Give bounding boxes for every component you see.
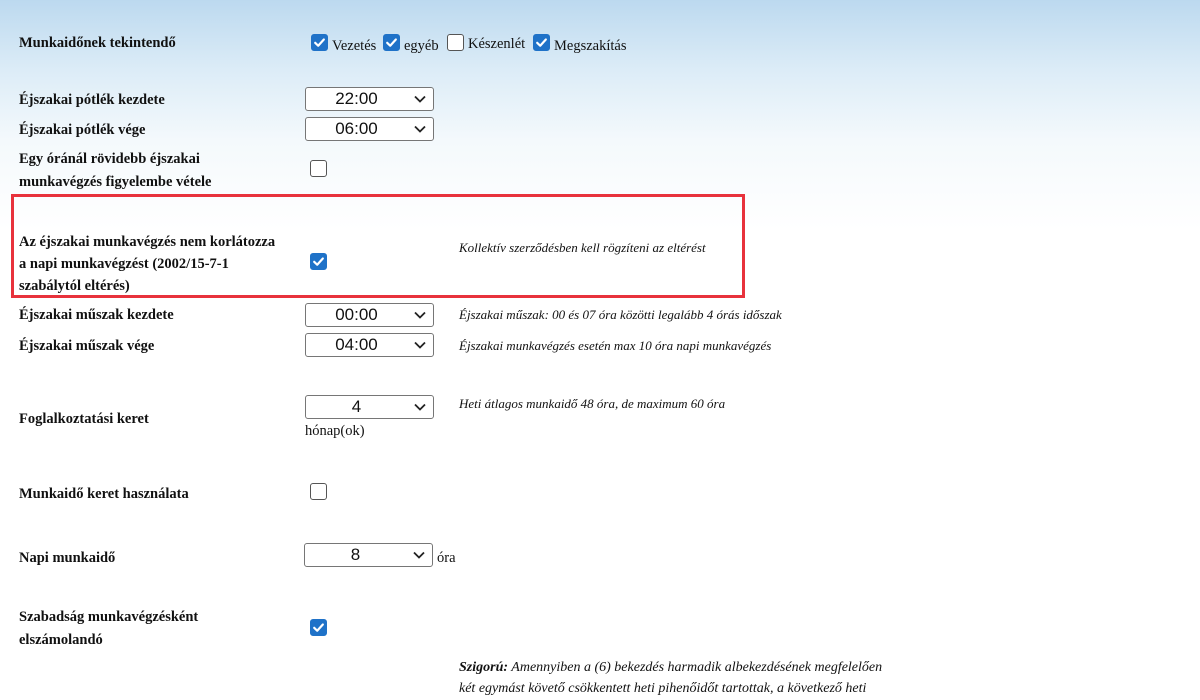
night-shift-start-label: Éjszakai műszak kezdete — [19, 307, 174, 323]
work-time-label: Munkaidőnek tekintendő — [19, 35, 176, 51]
driving-label: Vezetés — [332, 38, 377, 54]
night-limit-exception-note: Kollektív szerződésben kell rögzíteni az eltérést — [459, 240, 706, 255]
short-night-work-checkbox[interactable] — [310, 160, 327, 177]
other-checkbox[interactable] — [383, 34, 400, 51]
night-shift-start-select[interactable] — [305, 303, 434, 327]
daily-work-time-unit: óra — [437, 550, 456, 566]
daily-work-time-select[interactable] — [304, 543, 433, 567]
chevron-down-icon — [413, 93, 427, 105]
selected-value: 22:00 — [335, 89, 378, 108]
leave-as-work-label-line1: Szabadság munkavégzésként — [19, 609, 199, 625]
checkmark-icon — [535, 36, 548, 49]
employment-frame-select[interactable] — [305, 395, 434, 419]
work-time-frame-label: Munkaidő keret használata — [19, 486, 189, 502]
chevron-down-icon — [412, 549, 426, 561]
other-label: egyéb — [404, 38, 439, 54]
employment-frame-label: Foglalkoztatási keret — [19, 411, 149, 427]
night-allowance-end-label: Éjszakai pótlék vége — [19, 122, 146, 138]
checkmark-icon — [312, 255, 325, 268]
interruption-label: Megszakítás — [554, 38, 627, 54]
strict-note-line1-text: Amennyiben a (6) bekezdés harmadik albekezdésének megfelelően — [508, 660, 883, 675]
chevron-down-icon — [413, 123, 427, 135]
driving-checkbox[interactable] — [311, 34, 328, 51]
checkmark-icon — [385, 36, 398, 49]
strict-note-line2: két egymást követő csökkentett heti pihenőidőt tartottak, a következő heti — [459, 681, 867, 696]
short-night-work-label-line2: munkavégzés figyelembe vétele — [19, 174, 212, 190]
daily-work-time-label: Napi munkaidő — [19, 550, 116, 566]
selected-value: 00:00 — [335, 305, 378, 324]
selected-value: 4 — [351, 397, 362, 416]
checkmark-icon — [313, 36, 326, 49]
night-shift-end-note: Éjszakai munkavégzés esetén max 10 óra napi munkavégzés — [459, 338, 772, 353]
interruption-checkbox[interactable] — [533, 34, 550, 51]
selected-value: 8 — [350, 545, 361, 564]
employment-frame-note: Heti átlagos munkaidő 48 óra, de maximum 60 óra — [459, 396, 726, 411]
selected-value: 06:00 — [335, 119, 378, 138]
checkmark-icon — [312, 621, 325, 634]
work-time-frame-checkbox[interactable] — [310, 483, 327, 500]
night-shift-start-note: Éjszakai műszak: 00 és 07 óra közötti legalább 4 órás időszak — [459, 307, 782, 322]
night-limit-exception-label-line1: Az éjszakai munkavégzés nem korlátozza — [19, 234, 276, 250]
night-limit-exception-checkbox[interactable] — [310, 253, 327, 270]
short-night-work-label-line1: Egy óránál rövidebb éjszakai — [19, 151, 200, 167]
night-limit-exception-label-line3: szabálytól eltérés) — [19, 278, 130, 294]
strict-note-title: Szigorú: — [459, 660, 509, 675]
chevron-down-icon — [413, 339, 427, 351]
selected-value: 04:00 — [335, 335, 378, 354]
night-shift-end-label: Éjszakai műszak vége — [19, 338, 155, 354]
night-allowance-start-label: Éjszakai pótlék kezdete — [19, 92, 165, 108]
night-allowance-start-select[interactable] — [305, 87, 434, 111]
leave-as-work-checkbox[interactable] — [310, 619, 327, 636]
night-allowance-end-select[interactable] — [305, 117, 434, 141]
standby-checkbox[interactable] — [447, 34, 464, 51]
night-limit-exception-label-line2: a napi munkavégzést (2002/15-7-1 — [19, 256, 229, 272]
leave-as-work-label-line2: elszámolandó — [19, 632, 103, 648]
strict-note — [459, 657, 882, 699]
employment-frame-unit: hónap(ok) — [305, 423, 365, 439]
chevron-down-icon — [413, 309, 427, 321]
strict-note-line1 — [459, 657, 882, 678]
chevron-down-icon — [413, 401, 427, 413]
standby-label: Készenlét — [468, 36, 526, 52]
night-shift-end-select[interactable] — [305, 333, 434, 357]
